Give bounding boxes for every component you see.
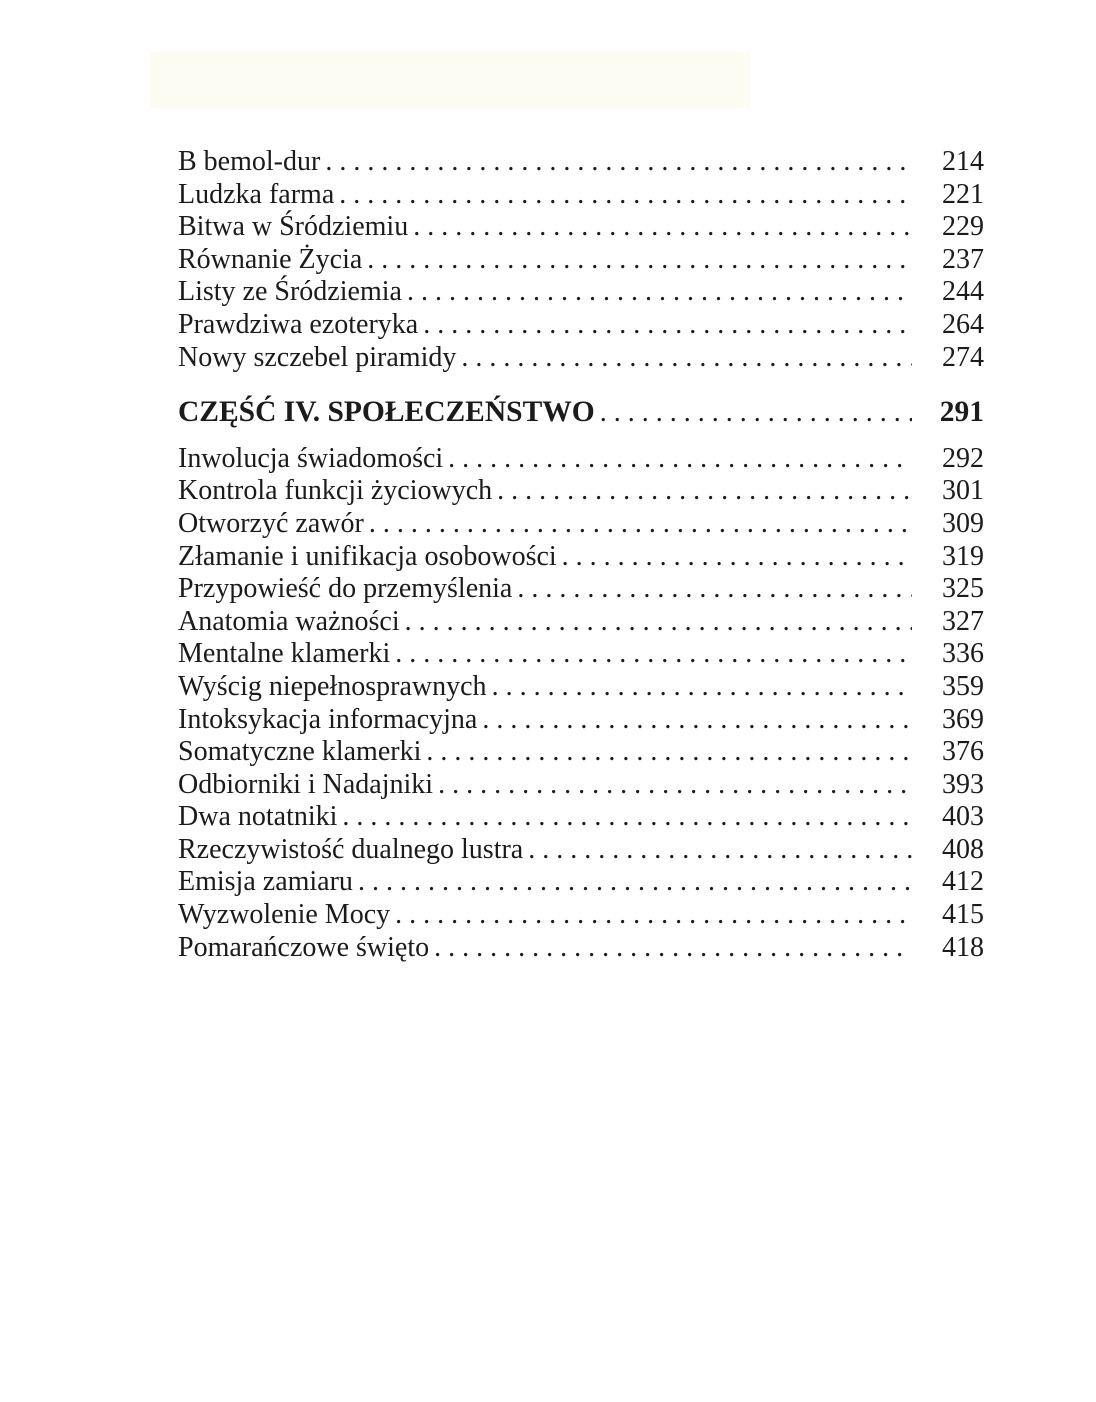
toc-entry-page: 229: [942, 211, 984, 243]
toc-entry: [178, 244, 984, 277]
toc-entry-page: 221: [942, 178, 984, 210]
toc-entry: [178, 769, 984, 802]
toc-entry-title: Listy ze Śródziemia: [178, 276, 402, 308]
dot-leader: [426, 736, 912, 769]
toc-entry: [178, 704, 984, 737]
toc-entry-page: 418: [942, 931, 984, 963]
dot-leader: [482, 704, 912, 737]
toc-entry-page: 264: [942, 308, 984, 340]
dot-leader: [413, 211, 912, 244]
dot-leader: [339, 179, 912, 212]
toc-entry-page: 319: [942, 540, 984, 572]
dot-leader: [528, 834, 912, 867]
toc-entry-title: Inwolucja świadomości: [178, 442, 444, 474]
dot-leader: [395, 899, 912, 932]
toc-entry-page: 237: [942, 243, 984, 275]
dot-leader: [342, 801, 912, 834]
toc-entry: [178, 801, 984, 834]
toc-entry: [178, 508, 984, 541]
toc-entry-title: Dwa notatniki: [178, 801, 338, 833]
toc-entry-title: Wyzwolenie Mocy: [178, 899, 391, 931]
toc-entry-page: 415: [942, 899, 984, 931]
toc-entry: [178, 443, 984, 476]
dot-leader: [448, 443, 912, 476]
toc-entry: [178, 541, 984, 574]
toc-entry: [178, 146, 984, 179]
toc-entry: [178, 276, 984, 309]
toc-entry-page: 359: [942, 670, 984, 702]
dot-leader: [369, 508, 912, 541]
dot-leader: [434, 932, 912, 965]
toc-entry: [178, 179, 984, 212]
toc-entry-page: 327: [942, 605, 984, 637]
toc-entry-page: 292: [942, 442, 984, 474]
toc-entry: [178, 736, 984, 769]
dot-leader: [407, 276, 912, 309]
toc-entry: [178, 309, 984, 342]
toc-entry: [178, 866, 984, 899]
toc-entry-title: Mentalne klamerki: [178, 638, 391, 670]
toc-entry-title: Emisja zamiaru: [178, 866, 353, 898]
toc-entry-page: 325: [942, 573, 984, 605]
dot-leader: [358, 866, 912, 899]
dot-leader: [461, 342, 912, 375]
toc-entry-page: 274: [942, 341, 984, 373]
toc-entry-page: 214: [942, 146, 984, 177]
dot-leader: [562, 541, 912, 574]
dot-leader: [423, 309, 912, 342]
toc-entry-page: 408: [942, 833, 984, 865]
toc-entry-page: 291: [939, 396, 984, 429]
toc-entry-title: Kontrola funkcji życiowych: [178, 475, 493, 507]
toc-entry-title: Prawdziwa ezoteryka: [178, 308, 419, 340]
toc-entry-page: 336: [942, 638, 984, 670]
toc-entry: [178, 211, 984, 244]
toc-entry-page: 403: [942, 801, 984, 833]
toc-entry-title: Równanie Życia: [178, 243, 363, 275]
toc-entry: [178, 475, 984, 508]
toc-entry-title: Odbiorniki i Nadajniki: [178, 768, 434, 800]
toc-entry-title: Intoksykacja informacyjna: [178, 703, 478, 735]
dot-leader: [325, 146, 912, 179]
toc-entry: [178, 899, 984, 932]
dot-leader: [438, 769, 912, 802]
toc-entry: [178, 606, 984, 639]
toc-entry: [178, 342, 984, 375]
toc-entry-title: Otworzyć zawór: [178, 507, 364, 539]
toc-entry-page: 369: [942, 703, 984, 735]
dot-leader: [395, 638, 912, 671]
dot-leader: [600, 397, 912, 430]
toc-entry: [178, 638, 984, 671]
toc-entry-title: Somatyczne klamerki: [178, 736, 422, 768]
toc-list: [178, 146, 984, 964]
toc-entry: [178, 834, 984, 867]
dot-leader: [497, 475, 912, 508]
toc-entry-title: CZĘŚĆ IV. SPOŁECZEŃSTWO: [178, 396, 595, 429]
toc-entry-title: Nowy szczebel piramidy: [178, 341, 457, 373]
toc-entry: [178, 932, 984, 965]
toc-entry: [178, 396, 984, 430]
toc-entry-title: Pomarańczowe święto: [178, 931, 430, 963]
toc-entry: [178, 671, 984, 704]
toc-entry-page: 309: [942, 507, 984, 539]
toc-entry-title: Rzeczywistość dualnego lustra: [178, 833, 524, 865]
toc-entry-title: Ludzka farma: [178, 178, 335, 210]
toc-entry-title: Przypowieść do przemyślenia: [178, 573, 513, 605]
toc-entry-page: 412: [942, 866, 984, 898]
toc-entry-page: 301: [942, 475, 984, 507]
toc-entry-title: B bemol-dur: [178, 146, 321, 177]
toc-entry-page: 393: [942, 768, 984, 800]
toc-entry-title: Anatomia ważności: [178, 605, 400, 637]
dot-leader: [517, 573, 912, 606]
dot-leader: [405, 606, 912, 639]
dot-leader: [367, 244, 912, 277]
toc-entry-title: Złamanie i unifikacja osobowości: [178, 540, 557, 572]
toc-entry-page: 244: [942, 276, 984, 308]
toc-entry-title: Wyścig niepełnosprawnych: [178, 670, 487, 702]
dot-leader: [492, 671, 912, 704]
toc-entry-title: Bitwa w Śródziemiu: [178, 211, 409, 243]
faded-scan-artifact: [150, 52, 750, 108]
toc-entry-page: 376: [942, 736, 984, 768]
toc-entry: [178, 573, 984, 606]
